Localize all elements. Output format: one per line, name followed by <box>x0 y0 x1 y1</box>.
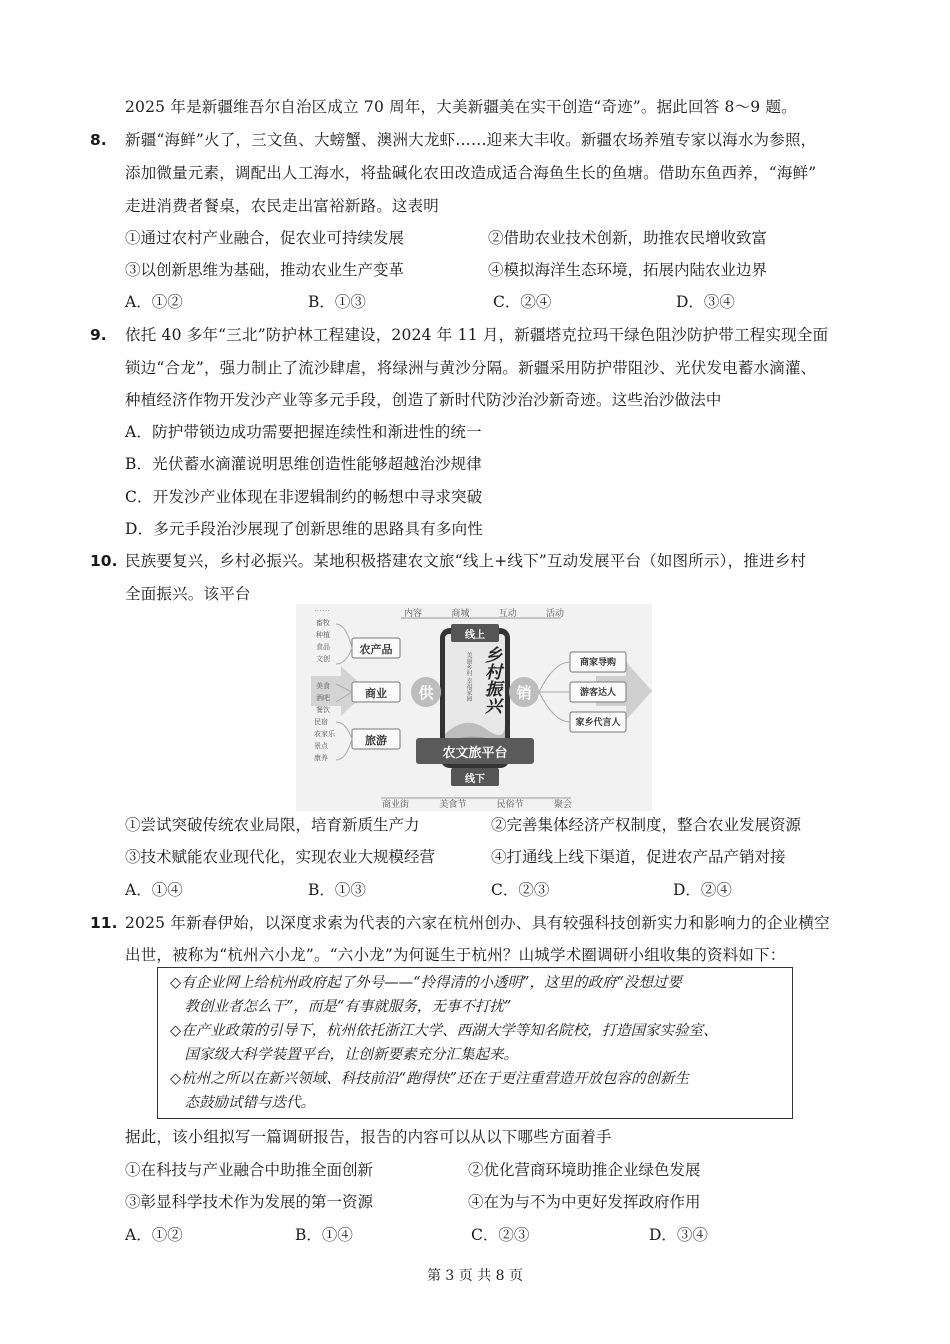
diagram-box-tourist-influencer: 游客达人 <box>579 688 616 698</box>
question-11-choice-c[interactable]: C．②③ <box>471 1226 530 1244</box>
diagram-supply-label: 供 <box>418 684 434 702</box>
question-11-number: 11. <box>90 914 118 932</box>
question-8-choice-c[interactable]: C．②④ <box>493 293 552 311</box>
question-11-statement: ③彰显科学技术作为发展的第一资源 <box>125 1193 374 1211</box>
diagram-box-tourism: 旅游 <box>365 734 387 747</box>
question-8-stem-line: 走进消费者餐桌，农民走出富裕新路。这表明 <box>125 197 440 215</box>
diagram-ellipsis: …… <box>314 604 330 613</box>
question-10-stem-line: 全面振兴。该平台 <box>125 585 251 603</box>
question-8-choice-b[interactable]: B．①③ <box>308 293 366 311</box>
diagram-platform-label: 农文旅平台 <box>442 746 508 761</box>
question-11-statement: ④在为与不为中更好发挥政府作用 <box>468 1193 701 1211</box>
diagram-top-tab: 互动 <box>498 609 517 619</box>
question-8-number: 8. <box>90 131 107 149</box>
material-line: 教创业者怎么干”，而是“有事就服务，无事不打扰” <box>170 999 512 1015</box>
question-11-stem-line: 2025 年新春伊始，以深度求索为代表的六家在杭州创办、具有较强科技创新实力和影响力的企业横空 <box>125 914 830 932</box>
diagram-left-small-item: 景点 <box>314 742 328 750</box>
question-8-statement: ④模拟海洋生态环境，拓展内陆农业边界 <box>488 261 768 279</box>
diagram-phone-subtitle: 美丽乡村 幸福家园 <box>465 652 472 702</box>
diagram-bottom-tab: 美食节 <box>439 800 467 810</box>
diagram-offline-label: 线下 <box>465 774 485 785</box>
question-11-statement: ①在科技与产业融合中助推全面创新 <box>125 1161 374 1179</box>
question-9-choice-c[interactable]: C．开发沙产业体现在非逻辑制约的畅想中寻求突破 <box>125 488 483 506</box>
material-line: 国家级大科学装置平台，让创新要素充分汇集起来。 <box>170 1047 518 1063</box>
question-8-statement: ②借助农业技术创新，助推农民增收致富 <box>488 229 768 247</box>
question-10-statement: ④打通线上线下渠道，促进农产品产销对接 <box>491 848 786 866</box>
question-10-statement: ③技术赋能农业现代化，实现农业大规模经营 <box>125 848 436 866</box>
diagram-bottom-tab: 商业街 <box>382 800 410 810</box>
question-9-choice-d[interactable]: D．多元手段治沙展现了创新思维的思路具有多向性 <box>125 520 484 538</box>
diagram-phone-title: 乡村振兴 <box>481 646 501 714</box>
diagram-box-hometown-ambassador: 家乡代言人 <box>575 718 621 728</box>
agri-culture-tourism-platform-diagram <box>296 604 652 811</box>
diagram-left-small-item: 民宿 <box>314 718 328 726</box>
question-11-choice-b[interactable]: B．①④ <box>295 1226 353 1244</box>
diagram-top-tab: 活动 <box>545 609 564 619</box>
diagram-box-merchant-guide: 商家导购 <box>579 658 616 668</box>
question-8-choice-d[interactable]: D．③④ <box>676 293 735 311</box>
material-line: 态鼓励试错与迭代。 <box>170 1095 315 1111</box>
question-8-statement: ③以创新思维为基础，推动农业生产变革 <box>125 261 405 279</box>
question-11-choice-d[interactable]: D．③④ <box>649 1226 708 1244</box>
question-9-choice-b[interactable]: B．光伏蓄水滴灌说明思维创造性能够超越治沙规律 <box>125 455 482 473</box>
diagram-left-small-item: 食品 <box>316 643 330 651</box>
question-9-stem-line: 锁边“合龙”，强力制止了流沙肆虐，将绿洲与黄沙分隔。新疆采用防护带阻沙、光伏发电蓄水滴灌、 <box>125 359 817 377</box>
question-10-choice-d[interactable]: D．②④ <box>673 881 732 899</box>
question-9-stem-line: 种植经济作物开发沙产业等多元手段，创造了新时代防沙治沙新奇迹。这些治沙做法中 <box>125 391 722 409</box>
diagram-left-small-item: 文创 <box>316 655 330 663</box>
diagram-left-small-item: 餐饮 <box>316 706 330 714</box>
page-footer: 第 3 页 共 8 页 <box>426 1268 524 1284</box>
diagram-left-small-item: 康养 <box>314 754 328 762</box>
question-11-stem-line: 出世，被称为“杭州六小龙”。“六小龙”为何诞生于杭州？山城学术圈调研小组收集的资料如下： <box>125 946 786 964</box>
material-box <box>157 967 793 1119</box>
question-9-number: 9. <box>90 326 107 344</box>
question-8-stem-line: 添加微量元素，调配出人工海水，将盐碱化农田改造成适合海鱼生长的鱼塘。借助东鱼西养，“海鲜” <box>125 164 817 182</box>
material-line: ◇杭州之所以在新兴领域、科技前沿“跑得快”还在于更注重营造开放包容的创新生 <box>170 1071 689 1087</box>
question-10-choice-b[interactable]: B．①③ <box>308 881 366 899</box>
question-8-statement: ①通过农村产业融合，促农业可持续发展 <box>125 229 405 247</box>
question-9-stem-line: 依托 40 多年“三北”防护林工程建设，2024 年 11 月，新疆塔克拉玛干绿色阻沙防护带工程实现全面 <box>125 326 829 344</box>
question-8-stem-line: 新疆“海鲜”火了，三文鱼、大螃蟹、澳洲大龙虾……迎来大丰收。新疆农场养殖专家以海水为参照， <box>125 131 817 149</box>
question-10-statement: ②完善集体经济产权制度，整合农业发展资源 <box>491 816 802 834</box>
question-10-number: 10. <box>90 552 118 570</box>
question-11-follow-text: 据此，该小组拟写一篇调研报告，报告的内容可以从以下哪些方面着手 <box>125 1128 612 1146</box>
diagram-box-agri-products: 农产品 <box>359 643 393 656</box>
diagram-box-commerce: 商业 <box>365 687 387 700</box>
question-11-choice-a[interactable]: A．①② <box>125 1226 183 1244</box>
question-10-statement: ①尝试突破传统农业局限，培育新质生产力 <box>125 816 420 834</box>
diagram-left-small-item: 酒吧 <box>316 694 330 702</box>
diagram-left-small-item: 种植 <box>316 631 330 639</box>
diagram-bottom-tab: 民俗节 <box>496 800 524 810</box>
diagram-sell-label: 销 <box>516 684 532 702</box>
material-line: ◇在产业政策的引导下，杭州依托浙江大学、西湖大学等知名院校，打造国家实验室、 <box>170 1023 718 1039</box>
diagram-top-tab: 商城 <box>451 609 470 619</box>
question-10-stem-line: 民族要复兴，乡村必振兴。某地积极搭建农文旅“线上+线下”互动发展平台（如图所示），推进乡村 <box>125 552 807 570</box>
question-10-choice-a[interactable]: A．①④ <box>125 881 183 899</box>
diagram-online-label: 线上 <box>465 630 485 641</box>
question-11-statement: ②优化营商环境助推企业绿色发展 <box>468 1161 701 1179</box>
intro-text: 2025 年是新疆维吾尔自治区成立 70 周年，大美新疆美在实干创造“奇迹”。据此回答 8～9 题。 <box>125 98 797 116</box>
question-9-choice-a[interactable]: A．防护带锁边成功需要把握连续性和渐进性的统一 <box>125 423 482 441</box>
diagram-top-tab: 内容 <box>404 609 423 619</box>
question-10-choice-c[interactable]: C．②③ <box>491 881 550 899</box>
diagram-left-small-item: 美食 <box>316 682 330 690</box>
question-8-choice-a[interactable]: A．①② <box>125 293 183 311</box>
diagram-left-small-item: 农家乐 <box>314 730 335 738</box>
diagram-bottom-tab: 聚会 <box>553 800 572 810</box>
material-line: ◇有企业网上给杭州政府起了外号——“拎得清的小透明”，这里的政府“没想过要 <box>170 975 682 991</box>
diagram-left-small-item: 畜牧 <box>316 619 330 627</box>
